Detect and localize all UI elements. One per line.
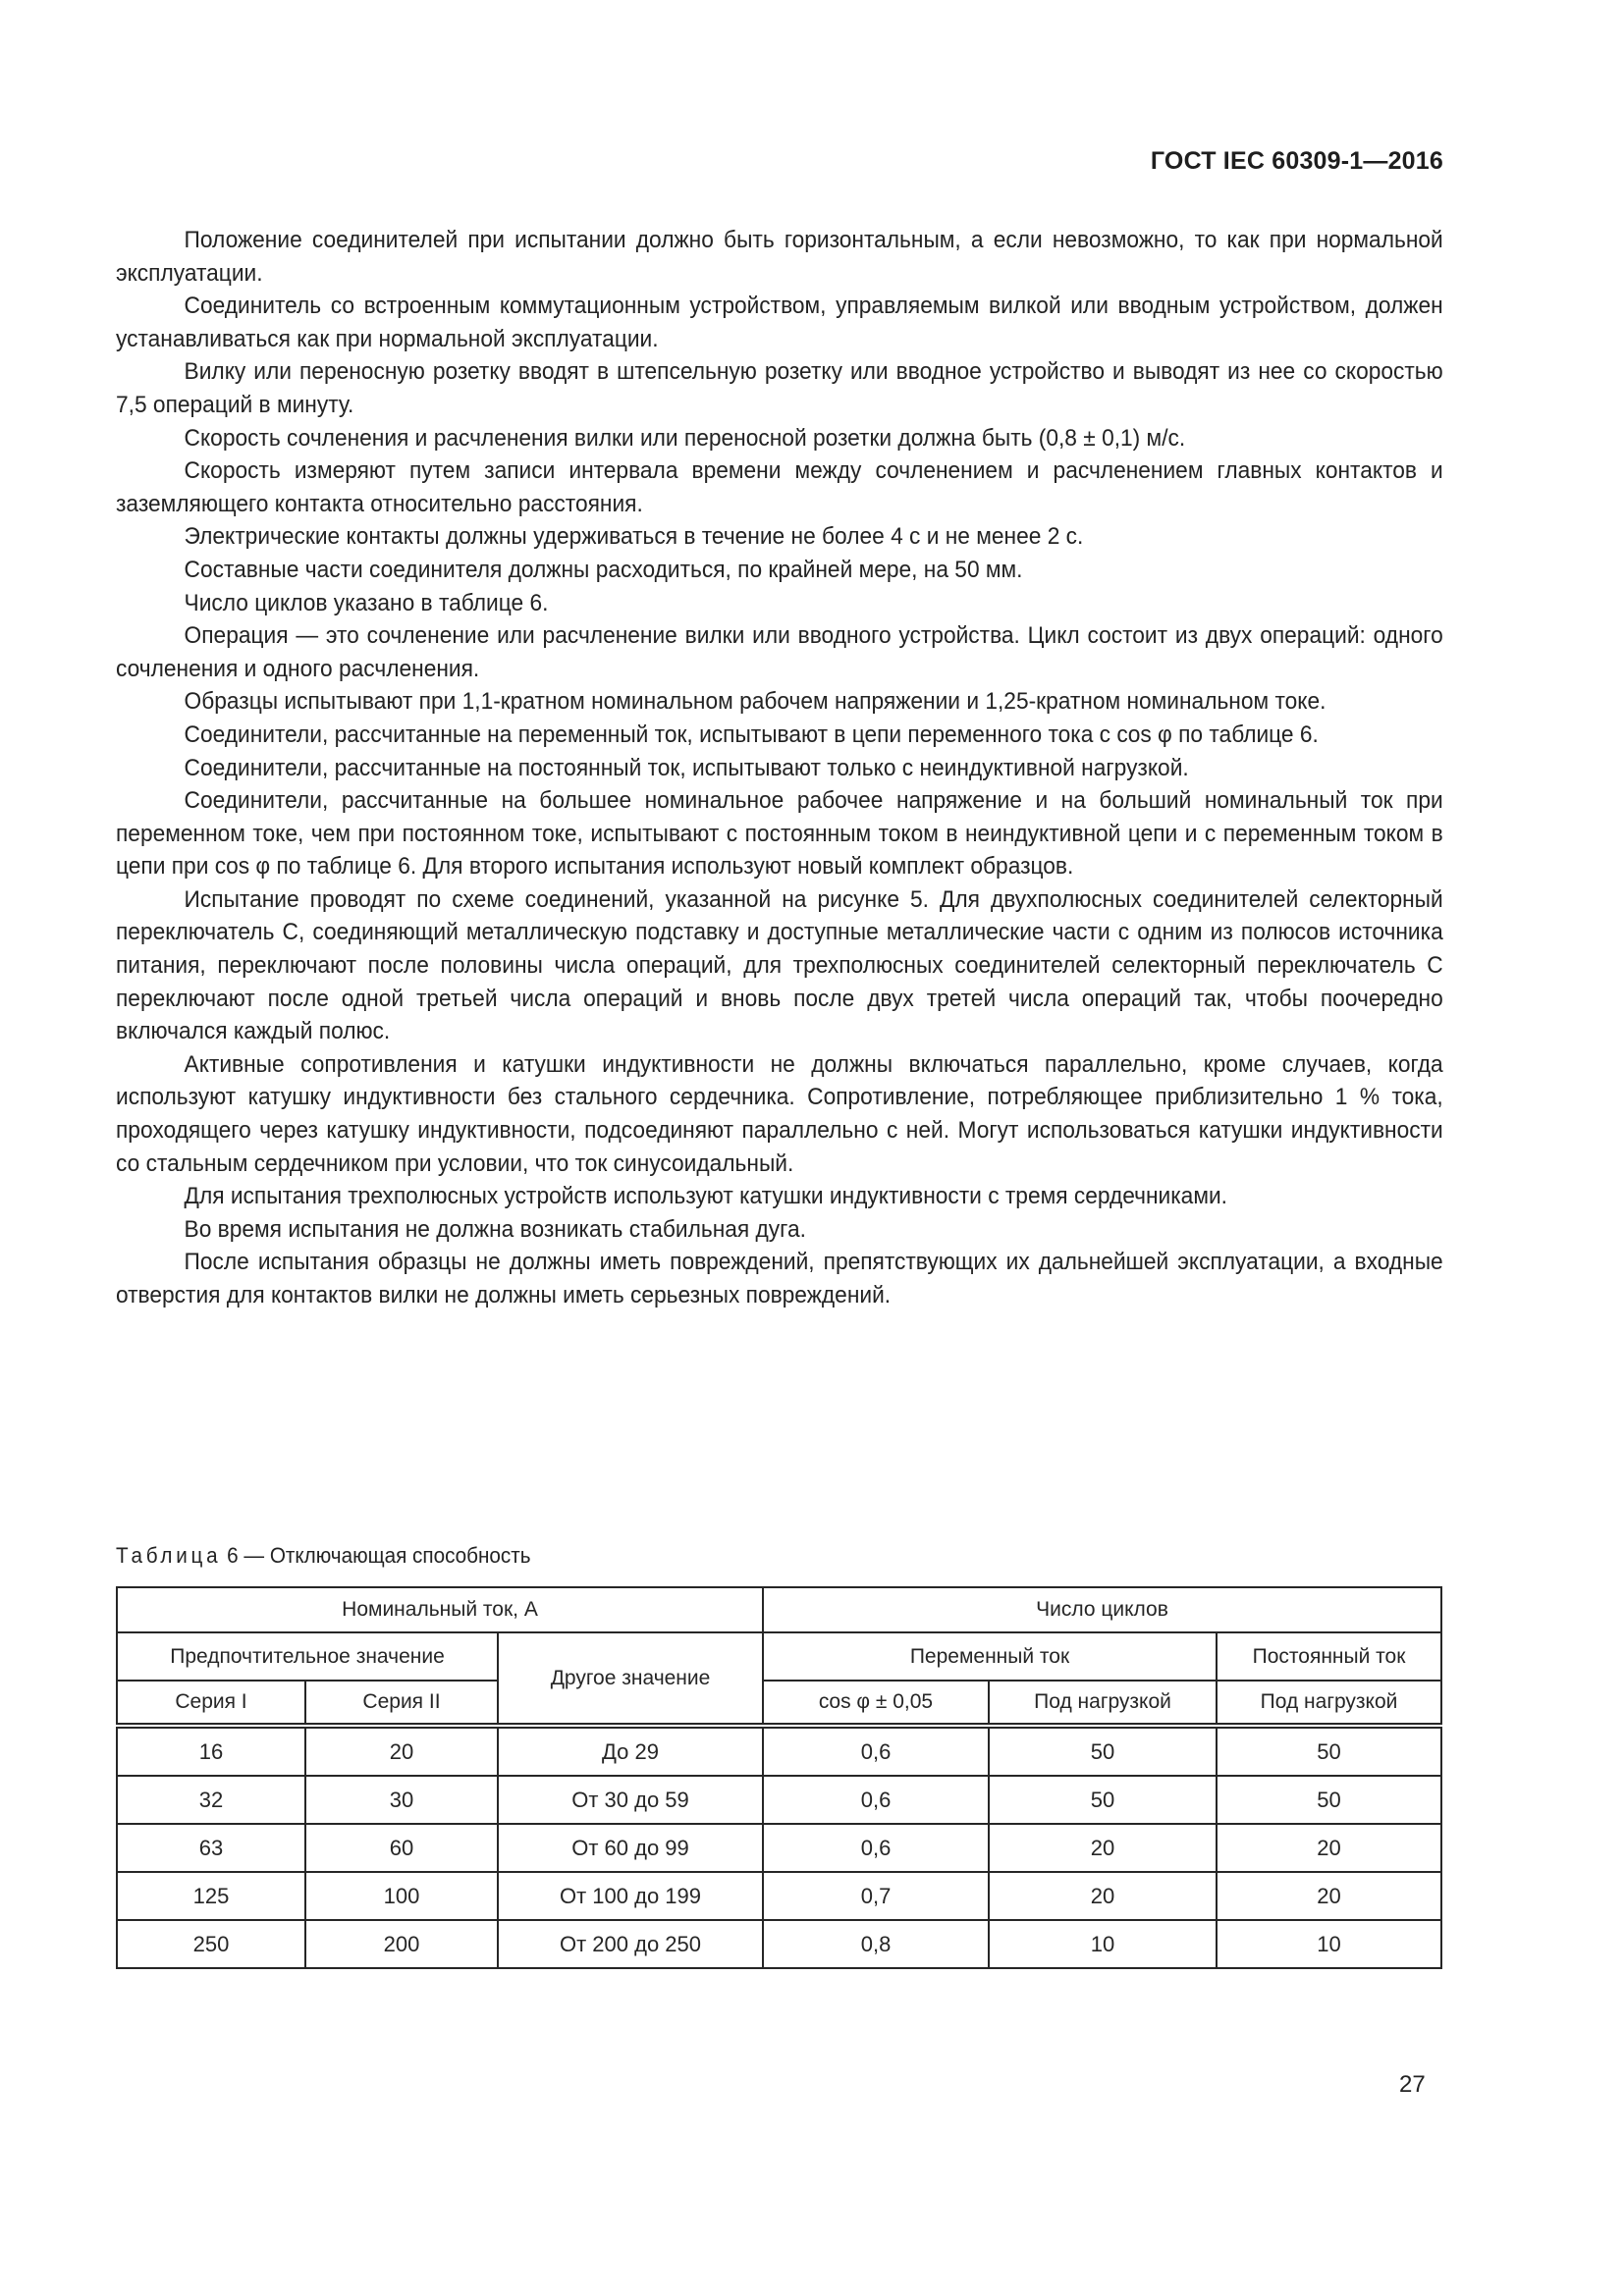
table-row	[117, 1920, 1441, 1968]
paragraph: Активные сопротивления и катушки индуктивности не должны включаться параллельно, кроме случаев, когда используют катушку индуктивности без стального сердечника. Сопротивление, потребляющее приблизительно 1 % тока, проходящего через катушку индуктивности, подсоединяют параллельно с ней. Могут использоваться катушки индуктивности со стальным сердечником при условии, что ток синусоидальный.	[116, 1050, 1443, 1177]
paragraph: После испытания образцы не должны иметь повреждений, препятствующих их дальнейшей эксплуатации, а входные отверстия для контактов вилки не должны иметь серьезных повреждений.	[116, 1249, 1443, 1308]
paragraph: Соединители, рассчитанные на переменный ток, испытывают в цепи переменного тока с cos φ по таблице 6.	[184, 721, 1319, 748]
table-header-row	[117, 1587, 1441, 1632]
cell-ac-cycles: 10	[989, 1920, 1217, 1968]
paragraph: Образцы испытывают при 1,1-кратном номинальном рабочем напряжении и 1,25-кратном номинальном токе.	[184, 688, 1326, 716]
table-header-row	[117, 1681, 1441, 1726]
paragraph: Число циклов указано в таблице 6.	[184, 589, 549, 616]
cell-ac-cycles: 50	[989, 1726, 1217, 1776]
cell-other-value: От 100 до 199	[498, 1872, 763, 1920]
cell-other-value: От 200 до 250	[498, 1920, 763, 1968]
header-dc-load: Под нагрузкой	[1217, 1681, 1441, 1726]
cell-series-2: 100	[305, 1872, 498, 1920]
cell-series-2: 30	[305, 1776, 498, 1824]
paragraph: Испытание проводят по схеме соединений, указанной на рисунке 5. Для двухполюсных соединителей селекторный переключатель C, соединяющий металлическую подставку и доступные металлические части с одним из полюсов источника питания, переключают после половины числа операций, для трехполюсных соединителей селекторный переключатель C переключают после одной третьей числа операций и вновь после двух третей числа операций так, чтобы поочередно включался каждый полюс.	[116, 885, 1443, 1045]
header-preferred-value: Предпочтительное значение	[117, 1632, 498, 1681]
cell-other-value: До 29	[498, 1726, 763, 1776]
cell-ac-cycles: 20	[989, 1824, 1217, 1872]
breaking-capacity-table	[116, 1586, 1442, 1969]
table-caption	[116, 1543, 531, 1569]
cell-series-2: 20	[305, 1726, 498, 1776]
header-cycles: Число циклов	[763, 1587, 1441, 1632]
header-ac: Переменный ток	[763, 1632, 1217, 1681]
paragraph: Для испытания трехполюсных устройств используют катушки индуктивности с тремя сердечниками.	[184, 1183, 1227, 1210]
cell-other-value: От 30 до 59	[498, 1776, 763, 1824]
cell-ac-cycles: 50	[989, 1776, 1217, 1824]
header-series-1: Серия I	[117, 1681, 305, 1726]
paragraph: Соединители, рассчитанные на большее номинальное рабочее напряжение и на больший номинальный ток при переменном токе, чем при постоянном токе, испытывают с постоянным током в неиндуктивной цепи и с переменным током в цепи при cos φ по таблице 6. Для второго испытания используют новый комплект образцов.	[116, 787, 1443, 881]
paragraph: Скорость измеряют путем записи интервала времени между сочленением и расчленением главных контактов и заземляющего контакта относительно расстояния.	[116, 457, 1443, 517]
cell-series-1: 16	[117, 1726, 305, 1776]
cell-series-2: 60	[305, 1824, 498, 1872]
header-other-value: Другое значение	[498, 1632, 763, 1726]
paragraph: Скорость сочленения и расчленения вилки или переносной розетки должна быть (0,8 ± 0,1) м/с.	[184, 424, 1186, 452]
paragraph: Составные части соединителя должны расходиться, по крайней мере, на 50 мм.	[184, 556, 1023, 583]
table-caption-label: Таблица	[116, 1543, 222, 1568]
page-number: 27	[1399, 2071, 1426, 2098]
table-caption-title: 6 — Отключающая способность	[227, 1543, 531, 1568]
header-rated-current: Номинальный ток, А	[117, 1587, 763, 1632]
table-row	[117, 1726, 1441, 1776]
paragraph: Положение соединителей при испытании должно быть горизонтальным, а если невозможно, то как при нормальной эксплуатации.	[116, 227, 1443, 287]
cell-cos-phi: 0,6	[763, 1726, 989, 1776]
cell-cos-phi: 0,6	[763, 1776, 989, 1824]
cell-cos-phi: 0,8	[763, 1920, 989, 1968]
table-row	[117, 1872, 1441, 1920]
paragraph: Соединители, рассчитанные на постоянный ток, испытывают только с неиндуктивной нагрузкой.	[184, 754, 1189, 781]
paragraph: Во время испытания не должна возникать стабильная дуга.	[184, 1215, 806, 1243]
paragraph: Операция — это сочленение или расчленение вилки или вводного устройства. Цикл состоит из двух операций: одного сочленения и одного расчленения.	[116, 622, 1443, 682]
header-cos-phi: cos φ ± 0,05	[763, 1681, 989, 1726]
cell-dc-cycles: 50	[1217, 1726, 1441, 1776]
paragraph: Соединитель со встроенным коммутационным устройством, управляемым вилкой или вводным устройством, должен устанавливаться как при нормальной эксплуатации.	[116, 293, 1443, 352]
cell-series-1: 63	[117, 1824, 305, 1872]
table-row	[117, 1824, 1441, 1872]
cell-dc-cycles: 10	[1217, 1920, 1441, 1968]
cell-series-1: 32	[117, 1776, 305, 1824]
cell-other-value: От 60 до 99	[498, 1824, 763, 1872]
cell-series-1: 250	[117, 1920, 305, 1968]
paragraph: Электрические контакты должны удерживаться в течение не более 4 с и не менее 2 с.	[184, 523, 1084, 551]
cell-cos-phi: 0,7	[763, 1872, 989, 1920]
body-text	[116, 224, 1443, 1312]
cell-series-2: 200	[305, 1920, 498, 1968]
cell-series-1: 125	[117, 1872, 305, 1920]
cell-dc-cycles: 20	[1217, 1824, 1441, 1872]
table-row	[117, 1776, 1441, 1824]
header-series-2: Серия II	[305, 1681, 498, 1726]
header-dc: Постоянный ток	[1217, 1632, 1441, 1681]
cell-dc-cycles: 20	[1217, 1872, 1441, 1920]
document-code-header: ГОСТ IEC 60309-1—2016	[1150, 147, 1443, 175]
cell-dc-cycles: 50	[1217, 1776, 1441, 1824]
cell-ac-cycles: 20	[989, 1872, 1217, 1920]
table-header-row	[117, 1632, 1441, 1681]
header-ac-load: Под нагрузкой	[989, 1681, 1217, 1726]
cell-cos-phi: 0,6	[763, 1824, 989, 1872]
paragraph: Вилку или переносную розетку вводят в штепсельную розетку или вводное устройство и выводят из нее со скоростью 7,5 операций в минуту.	[116, 358, 1443, 418]
